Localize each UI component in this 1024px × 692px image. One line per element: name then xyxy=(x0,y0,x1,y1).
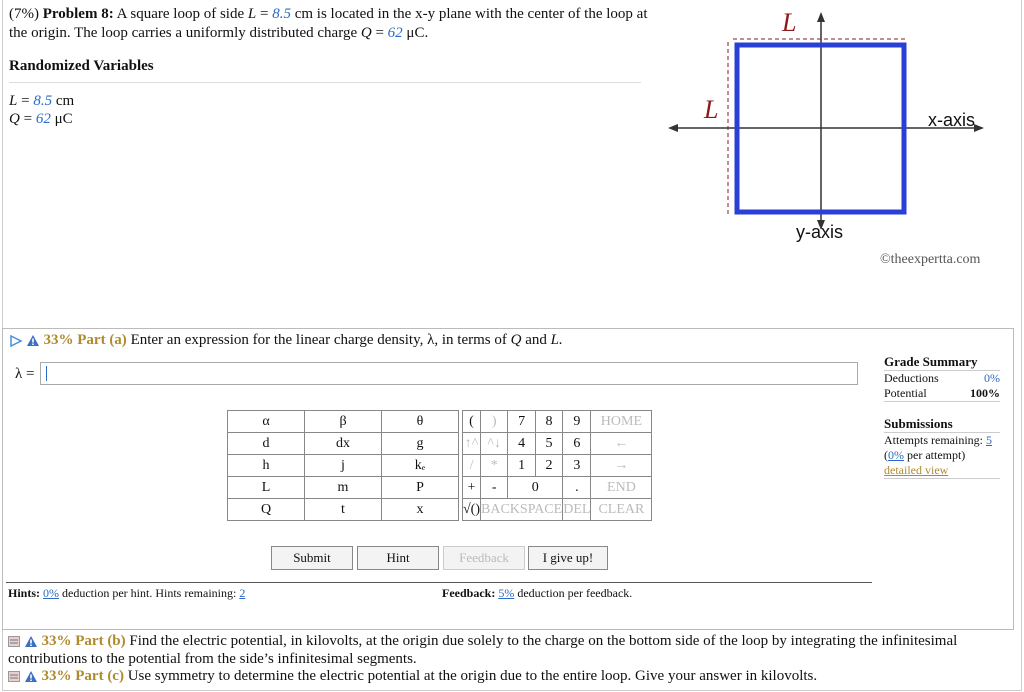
key-backspace[interactable]: BACKSPACE xyxy=(481,499,563,521)
part-a-percent: 33% xyxy=(43,332,74,348)
part-b-header[interactable] xyxy=(8,632,1013,668)
part-c-text: Use symmetry to determine the electric potential at the origin due to the entire loop. Give your answer in kilovolts. xyxy=(127,668,818,684)
key-clear[interactable]: CLEAR xyxy=(591,499,652,521)
key-5[interactable]: 5 xyxy=(535,433,562,455)
problem-text-2: loop at the origin. The loop carries a uniformly distributed charge xyxy=(9,6,648,41)
hints-text: deduction per hint. Hints remaining: xyxy=(62,586,237,600)
feedback-text: deduction per feedback. xyxy=(517,586,633,600)
hints-remaining[interactable]: 2 xyxy=(239,586,246,600)
key-7[interactable]: 7 xyxy=(508,411,535,433)
hints-deduction[interactable]: 0% xyxy=(43,586,60,600)
locked-part-icon xyxy=(8,636,20,647)
key-decimal[interactable]: . xyxy=(563,477,591,499)
rand-Q-symbol: Q xyxy=(9,111,20,127)
problem-L-unit: cm is located in the x-y plane with the center of the xyxy=(294,6,603,22)
key-superscript[interactable]: ↑^ xyxy=(463,433,481,455)
attempts-label: Attempts remaining: xyxy=(884,433,983,447)
key-sqrt[interactable]: √() xyxy=(463,499,481,521)
equals-sign: = xyxy=(259,6,269,22)
key-alpha[interactable]: α xyxy=(228,411,305,433)
key-dx[interactable]: dx xyxy=(305,433,382,455)
key-6[interactable]: 6 xyxy=(563,433,591,455)
feedback-label: Feedback: xyxy=(442,586,496,600)
deductions-label: Deductions xyxy=(884,371,939,385)
part-a-label: Part (a) xyxy=(77,332,127,348)
y-axis-label: y-axis xyxy=(796,222,844,242)
per-attempt-text: per attempt) xyxy=(907,448,966,462)
key-subscript[interactable]: ^↓ xyxy=(481,433,508,455)
rand-Q-unit: μC xyxy=(54,111,73,127)
potential-label: Potential xyxy=(884,386,927,400)
key-9[interactable]: 9 xyxy=(563,411,591,433)
part-a-L: L. xyxy=(550,332,563,348)
expand-triangle-icon[interactable] xyxy=(10,335,22,347)
feedback-info xyxy=(442,586,632,601)
hints-feedback-bar xyxy=(6,582,872,627)
key-h[interactable]: h xyxy=(228,455,305,477)
numeric-keypad xyxy=(462,410,652,521)
part-b-percent: 33% xyxy=(41,633,72,649)
key-minus[interactable]: - xyxy=(481,477,508,499)
x-axis-arrow-right-icon xyxy=(974,124,984,132)
problem-Q-unit: μC. xyxy=(406,25,429,41)
key-plus[interactable]: + xyxy=(463,477,481,499)
greek-keypad xyxy=(227,410,459,521)
part-b-label: Part (b) xyxy=(75,633,126,649)
rand-Q-value: 62 xyxy=(35,111,51,127)
key-m[interactable]: m xyxy=(305,477,382,499)
problem-L-value: 8.5 xyxy=(272,6,291,22)
rand-L-value: 8.5 xyxy=(33,93,53,109)
attempts-value[interactable]: 5 xyxy=(985,433,992,447)
key-end[interactable]: END xyxy=(591,477,652,499)
key-open-paren[interactable]: ( xyxy=(463,411,481,433)
part-a-and: and xyxy=(525,332,547,348)
grade-summary xyxy=(884,354,1000,479)
problem-L-symbol: L xyxy=(247,6,257,22)
open-paren: ( xyxy=(884,448,888,462)
potential-value: 100% xyxy=(970,386,1000,400)
square-loop-diagram xyxy=(660,6,1000,251)
feedback-deduction[interactable]: 5% xyxy=(498,586,515,600)
part-a-prompt: Enter an expression for the linear charge density, λ, in terms of xyxy=(130,332,507,348)
text-cursor xyxy=(46,366,47,381)
key-L[interactable]: L xyxy=(228,477,305,499)
key-g[interactable]: g xyxy=(382,433,459,455)
key-right-arrow[interactable]: → xyxy=(591,455,652,477)
locked-part-icon xyxy=(8,671,20,682)
key-multiply[interactable]: * xyxy=(481,455,508,477)
submissions-title: Submissions xyxy=(884,416,1000,433)
feedback-button[interactable]: Feedback xyxy=(443,546,525,570)
randomized-heading: Randomized Variables xyxy=(9,58,154,74)
key-3[interactable]: 3 xyxy=(563,455,591,477)
part-b-text: Find the electric potential, in kilovolts, at the origin due solely to the charge on the bottom side of the loop by integrating the infinitesimal contributions to the potential from the side’s infinitesimal segments. xyxy=(8,633,958,667)
x-axis-arrow-left-icon xyxy=(668,124,678,132)
rand-L-symbol: L xyxy=(9,93,18,109)
hints-label: Hints: xyxy=(8,586,41,600)
per-attempt-pct[interactable]: 0% xyxy=(888,448,904,462)
key-left-arrow[interactable]: ← xyxy=(591,433,652,455)
deductions-value: 0% xyxy=(984,371,1000,385)
answer-label: λ = xyxy=(15,366,35,382)
warning-icon xyxy=(26,334,40,347)
key-2[interactable]: 2 xyxy=(535,455,562,477)
key-x[interactable]: x xyxy=(382,499,459,521)
grade-summary-title: Grade Summary xyxy=(884,354,1000,371)
key-Q[interactable]: Q xyxy=(228,499,305,521)
problem-weight: (7%) xyxy=(9,6,39,22)
part-c-header[interactable] xyxy=(8,668,817,685)
problem-Q-symbol: Q xyxy=(360,25,372,41)
part-a-header xyxy=(10,332,563,349)
key-0[interactable]: 0 xyxy=(508,477,563,499)
submit-button[interactable]: Submit xyxy=(271,546,353,570)
key-t[interactable]: t xyxy=(305,499,382,521)
key-beta[interactable]: β xyxy=(305,411,382,433)
part-c-label: Part (c) xyxy=(75,668,124,684)
key-d[interactable]: d xyxy=(228,433,305,455)
left-L-label: L xyxy=(704,95,719,124)
copyright-credit: ©theexpertta.com xyxy=(880,252,981,267)
key-del[interactable]: DEL xyxy=(563,499,591,521)
warning-icon xyxy=(24,635,38,648)
part-c-percent: 33% xyxy=(41,668,72,684)
equals-sign: = xyxy=(375,25,384,41)
equals-sign: = xyxy=(21,93,30,109)
key-close-paren[interactable]: ) xyxy=(481,411,508,433)
problem-statement xyxy=(9,5,649,43)
rand-L-unit: cm xyxy=(55,93,75,109)
hints-info xyxy=(8,586,245,601)
key-8[interactable]: 8 xyxy=(535,411,562,433)
key-ke[interactable]: kₑ xyxy=(382,455,459,477)
key-4[interactable]: 4 xyxy=(508,433,535,455)
key-divide[interactable]: / xyxy=(463,455,481,477)
y-axis-arrow-up-icon xyxy=(817,12,825,22)
problem-text-1: A square loop of side xyxy=(116,6,245,22)
divider xyxy=(9,82,641,83)
part-a-Q: Q xyxy=(510,332,522,348)
equals-sign: = xyxy=(23,111,33,127)
problem-label: Problem 8: xyxy=(42,6,114,22)
key-P[interactable]: P xyxy=(382,477,459,499)
key-theta[interactable]: θ xyxy=(382,411,459,433)
top-L-label: L xyxy=(782,8,797,37)
hint-button[interactable]: Hint xyxy=(357,546,439,570)
warning-icon xyxy=(24,670,38,683)
x-axis-label: x-axis xyxy=(928,110,976,130)
detailed-view-link[interactable]: detailed view xyxy=(884,463,949,477)
answer-input[interactable] xyxy=(40,362,858,385)
give-up-button[interactable]: I give up! xyxy=(528,546,608,570)
randomized-variables xyxy=(9,92,74,128)
problem-Q-value: 62 xyxy=(387,25,403,41)
key-1[interactable]: 1 xyxy=(508,455,535,477)
key-home[interactable]: HOME xyxy=(591,411,652,433)
key-j[interactable]: j xyxy=(305,455,382,477)
